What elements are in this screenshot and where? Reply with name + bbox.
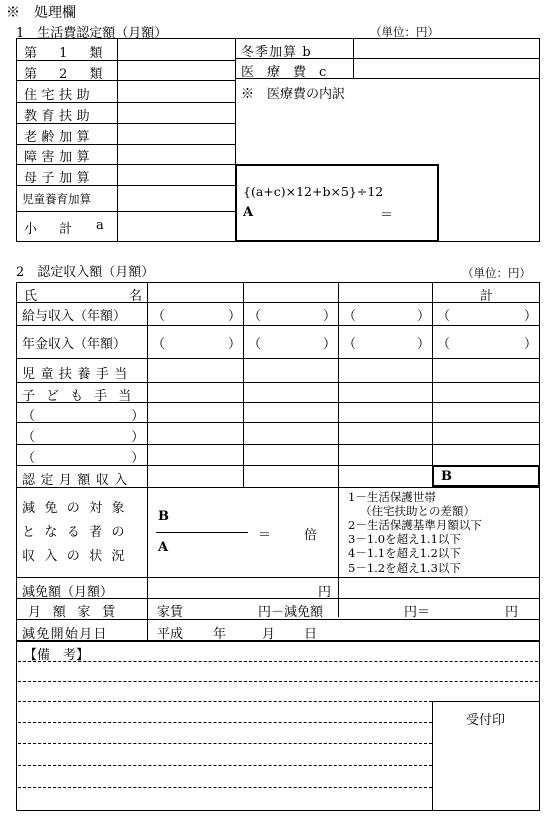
category-item: 3－1.0を超え1.1以下 <box>348 532 461 546</box>
category-item: 5－1.2を超え1.3以下 <box>348 561 461 575</box>
start-year: 年 <box>213 627 227 642</box>
section2-heading: 2 認定収入額（月額） <box>16 265 155 280</box>
paren-open: （ <box>152 309 166 324</box>
paren-open: （ <box>152 337 166 352</box>
row-label: 児童養育加算 <box>22 192 91 206</box>
name-label-1: 氏 <box>24 289 38 304</box>
start-day: 日 <box>304 627 318 642</box>
row-label: 冬季加算 b <box>241 45 312 60</box>
section1-heading: 1 生活費認定額（月額） <box>16 26 168 41</box>
certified-label: 認定月額収入 <box>22 473 133 488</box>
certified-mark: B <box>441 469 452 484</box>
category-item: 4－1.1を超え1.2以下 <box>348 546 461 560</box>
subtotal-label: 小 計 <box>24 222 77 237</box>
row-label: 子ども手当 <box>22 389 143 404</box>
formula-text: {(a+c)×12+b×5}÷12 <box>243 184 384 199</box>
ratio-equals: ＝ <box>258 528 272 543</box>
row-label: 第 1 類 <box>24 46 108 61</box>
row-label: 障害加算 <box>24 150 95 165</box>
category-item: （住宅扶助との差額） <box>360 504 475 518</box>
blank-row-label: （ ） <box>22 409 147 424</box>
row-label: 児童扶養手当 <box>22 367 133 382</box>
medical-note: ※ 医療費の内訳 <box>241 87 346 102</box>
status-label-line: 収入の状況 <box>22 549 134 564</box>
reduction-label: 減免額（月額） <box>22 585 114 600</box>
formula-equals: ＝ <box>380 208 394 223</box>
paren-open: （ <box>437 337 451 352</box>
paren-close: ） <box>228 309 242 324</box>
paren-close: ） <box>323 309 337 324</box>
blank-row-label: （ ） <box>22 430 147 445</box>
paren-close: ） <box>524 337 538 352</box>
ratio-bottom: A <box>158 540 169 555</box>
page-title: ※ 処理欄 <box>6 5 76 21</box>
section1-unit: （単位：円） <box>370 25 439 39</box>
section2-unit: （単位：円） <box>462 266 531 280</box>
pension-label: 年金収入（年額） <box>22 337 127 352</box>
remarks-box <box>16 641 540 811</box>
name-label-2: 名 <box>129 289 143 304</box>
salary-label: 給与収入（年額） <box>22 309 127 324</box>
paren-open: （ <box>248 337 262 352</box>
row-label: 教育扶助 <box>24 109 95 124</box>
category-item: 2－生活保護基準月額以下 <box>348 518 482 532</box>
rent-formula: 家賃 <box>157 605 184 620</box>
formula-box <box>235 164 439 242</box>
status-label-line: 減免の対象 <box>22 501 134 516</box>
paren-close: ） <box>524 309 538 324</box>
reduction-unit: 円 <box>318 585 332 600</box>
remarks-label: 【備 考】 <box>24 648 90 663</box>
ratio-unit: 倍 <box>304 528 318 543</box>
stamp-label: 受付印 <box>466 713 506 728</box>
rent-formula: 円＝ <box>404 605 431 620</box>
rent-formula: 円 <box>505 605 519 620</box>
row-label: 老齢加算 <box>24 130 95 145</box>
rent-label: 月額家賃 <box>28 605 127 620</box>
row-label: 第 2 類 <box>24 67 108 82</box>
paren-close: ） <box>417 337 431 352</box>
start-era: 平成 <box>157 627 184 642</box>
total-label: 計 <box>480 289 494 304</box>
paren-close: ） <box>417 309 431 324</box>
start-label: 減免開始月日 <box>22 627 108 642</box>
rent-formula: 円－減免額 <box>258 605 324 620</box>
start-month: 月 <box>262 627 276 642</box>
paren-open: （ <box>437 309 451 324</box>
ratio-top: B <box>158 509 169 524</box>
paren-close: ） <box>323 337 337 352</box>
formula-result-label: A <box>243 205 254 220</box>
blank-row-label: （ ） <box>22 451 147 466</box>
paren-open: （ <box>343 337 357 352</box>
subtotal-mark: a <box>96 218 104 233</box>
paren-close: ） <box>228 337 242 352</box>
row-label: 医 療 費 c <box>241 65 327 80</box>
paren-open: （ <box>248 309 262 324</box>
paren-open: （ <box>343 309 357 324</box>
category-item: 1－生活保護世帯 <box>348 490 436 504</box>
status-label-line: となる者の <box>22 525 134 540</box>
row-label: 母子加算 <box>24 171 95 186</box>
row-label: 住宅扶助 <box>24 88 95 103</box>
